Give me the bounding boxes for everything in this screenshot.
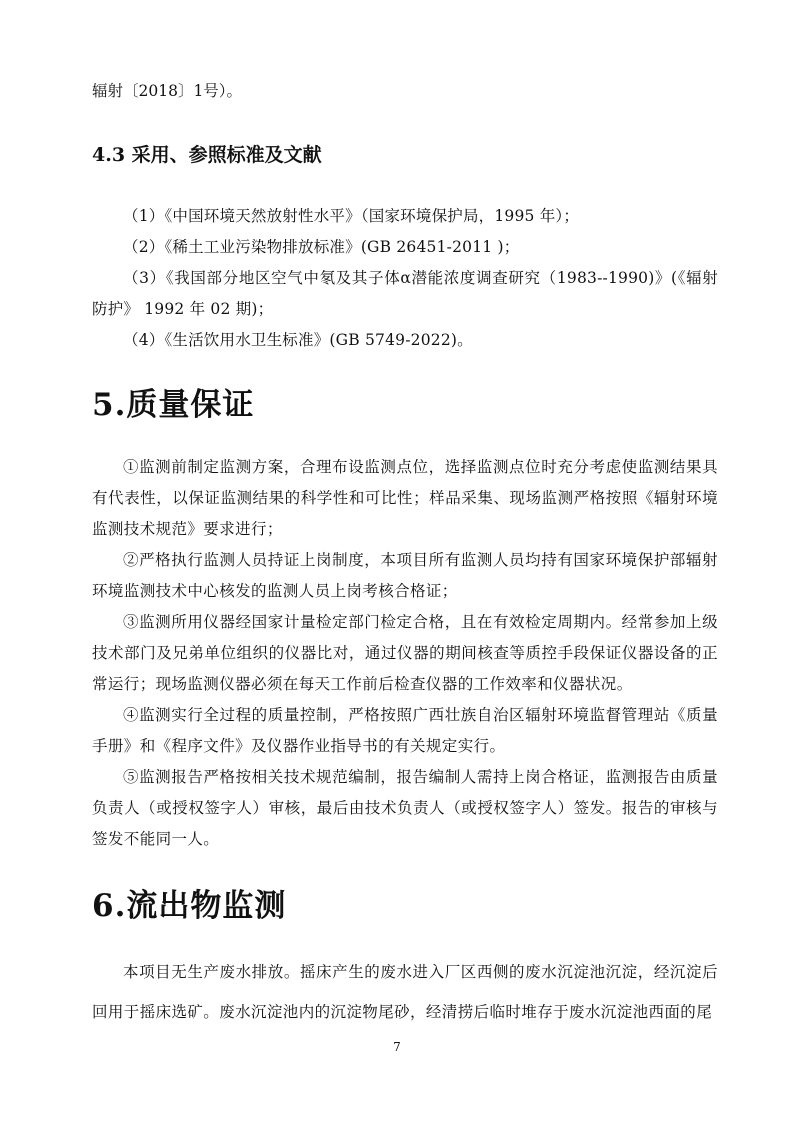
quality-paragraph-3: ③监测所用仪器经国家计量检定部门检定合格，且在有效检定周期内。经常参加上级技术部门及兄弟单位组织的仪器比对，通过仪器的期间核查等质控手段保证仪器设备的正常运行；现场监测仪器必须在每天工作前后检查仪器的工作效率和仪器状况。	[92, 613, 718, 693]
reference-item-1: （1）《中国环境天然放射性水平》（国家环境保护局，1995 年）；	[123, 207, 580, 225]
page-number: 7	[393, 1040, 401, 1054]
section-6-heading: 6.流出物监测	[92, 888, 287, 924]
reference-item-3: （3）《我国部分地区空气中氡及其子体α潜能浓度调查研究（1983--1990)》(《辐射防护》 1992 年 02 期)；	[92, 269, 718, 318]
quality-paragraph-4: ④监测实行全过程的质量控制，严格按照广西壮族自治区辐射环境监督管理站《质量手册》和《程序文件》及仪器作业指导书的有关规定实行。	[92, 706, 718, 755]
quality-paragraph-1: ①监测前制定监测方案，合理布设监测点位，选择监测点位时充分考虑使监测结果具有代表性，以保证监测结果的科学性和可比性；样品采集、现场监测严格按照《辐射环境监测技术规范》要求进行；	[92, 458, 718, 538]
quality-paragraph-2: ②严格执行监测人员持证上岗制度，本项目所有监测人员均持有国家环境保护部辐射环境监测技术中心核发的监测人员上岗考核合格证；	[92, 551, 718, 600]
quality-paragraph-5: ⑤监测报告严格按相关技术规范编制，报告编制人需持上岗合格证，监测报告由质量负责人（或授权签字人）审核，最后由技术负责人（或授权签字人）签发。报告的审核与签发不能同一人。	[92, 768, 718, 848]
continuation-line: 辐射〔2018〕1号）。	[92, 82, 243, 100]
section-5-heading: 5.质量保证	[92, 387, 255, 423]
reference-item-2: （2）《稀土工业污染物排放标准》(GB 26451-2011 )；	[123, 238, 520, 256]
effluent-paragraph-1: 本项目无生产废水排放。摇床产生的废水进入厂区西侧的废水沉淀池沉淀，经沉淀后回用于摇床选矿。废水沉淀池内的沉淀物尾砂，经清捞后临时堆存于废水沉淀池西面的尾	[92, 963, 718, 1021]
section-4-3-heading: 4.3 采用、参照标准及文献	[92, 144, 322, 166]
reference-item-4: （4）《生活饮用水卫生标准》(GB 5749-2022)。	[123, 331, 473, 349]
